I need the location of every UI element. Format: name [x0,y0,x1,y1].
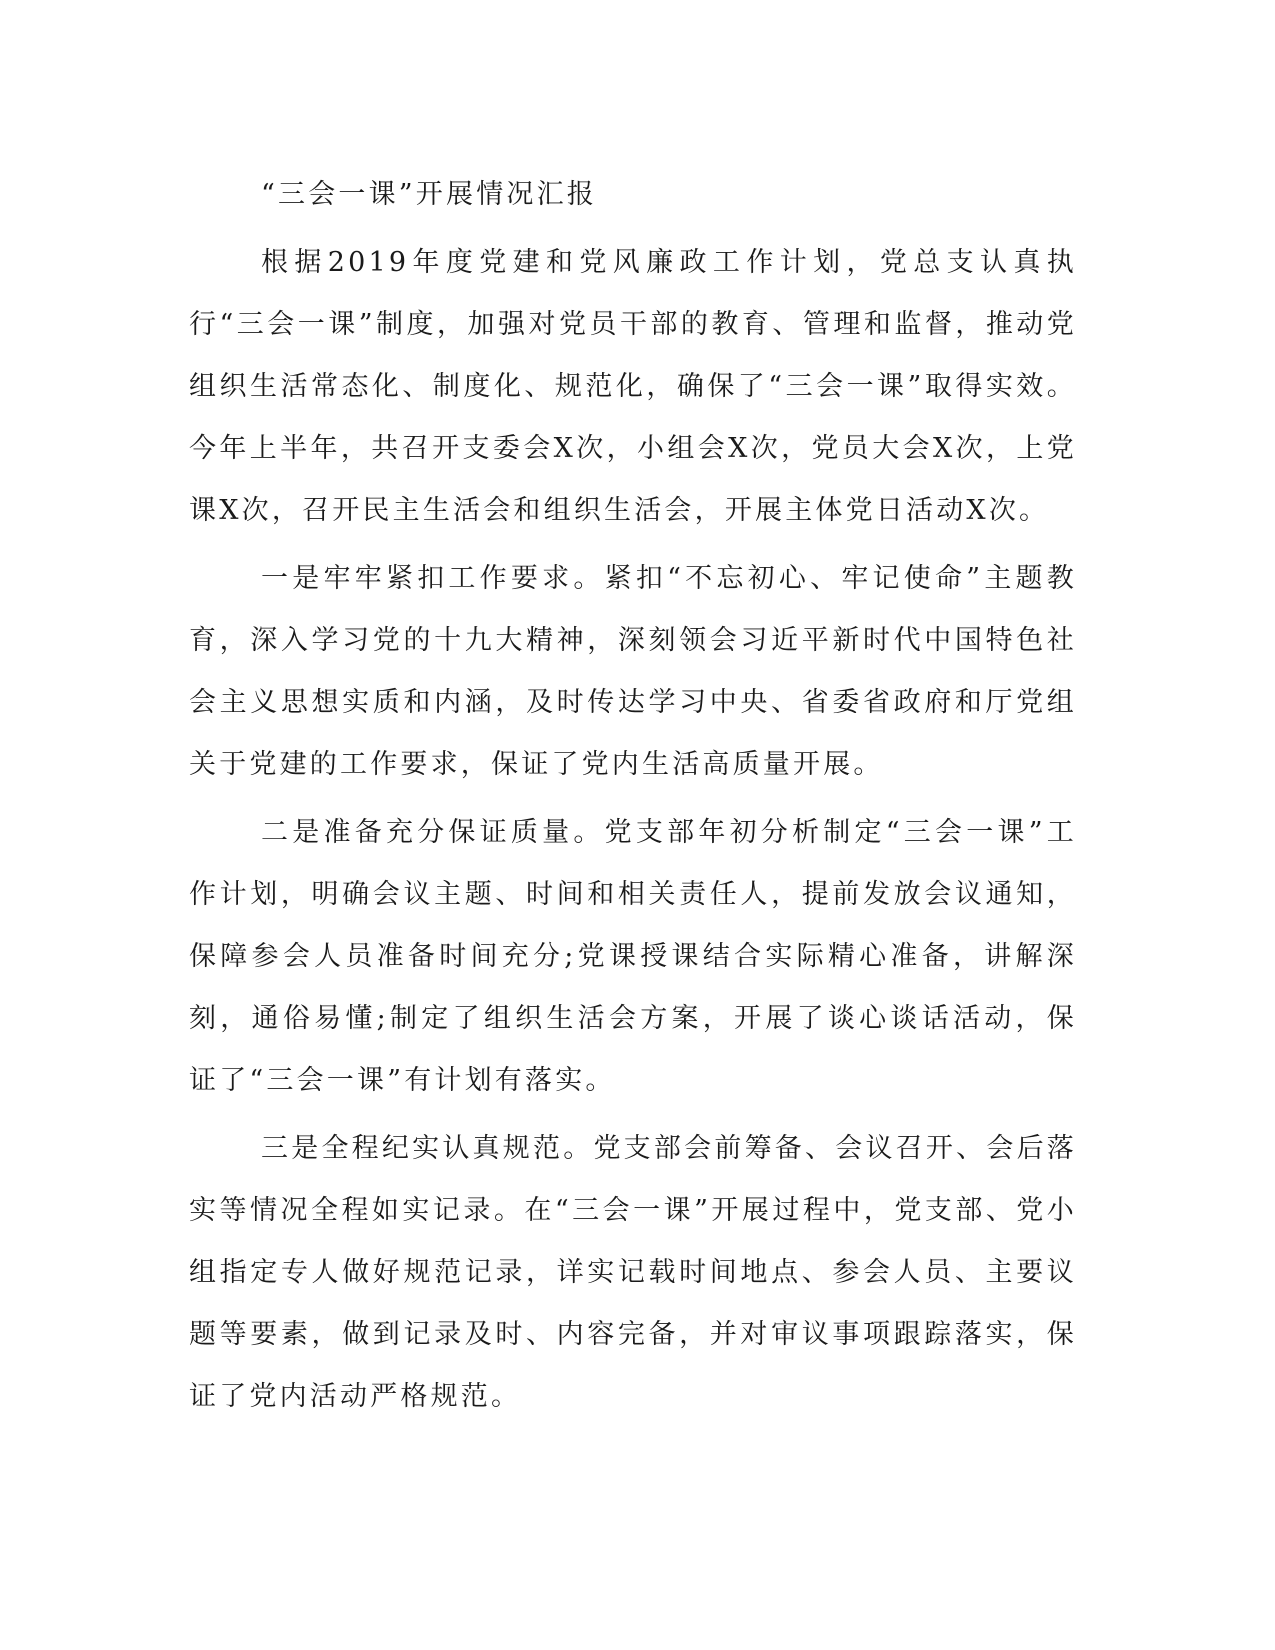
paragraph-preparation: 二是准备充分保证质量。党支部年初分析制定“三会一课”工作计划，明确会议主题、时间和相关责任人，提前发放会议通知，保障参会人员准备时间充分;党课授课结合实际精心准备，讲解深刻，通俗易懂;制定了组织生活会方案，开展了谈心谈话活动，保证了“三会一课”有计划有落实。 [189,817,1077,1096]
paragraph-intro: 根据2019年度党建和党风廉政工作计划，党总支认真执行“三会一课”制度，加强对党员干部的教育、管理和监督，推动党组织生活常态化、制度化、规范化，确保了“三会一课”取得实效。今年上半年，共召开支委会X次，小组会X次，党员大会X次，上党课X次，召开民主生活会和组织生活会，开展主体党日活动X次。 [189,247,1077,526]
document-title: “三会一课”开展情况汇报 [261,179,598,210]
paragraph-records: 三是全程纪实认真规范。党支部会前筹备、会议召开、会后落实等情况全程如实记录。在“三会一课”开展过程中，党支部、党小组指定专人做好规范记录，详实记载时间地点、参会人员、主要议题等要素，做到记录及时、内容完备，并对审议事项跟踪落实，保证了党内活动严格规范。 [189,1133,1077,1412]
paragraph-requirements: 一是牢牢紧扣工作要求。紧扣“不忘初心、牢记使命”主题教育，深入学习党的十九大精神，深刻领会习近平新时代中国特色社会主义思想实质和内涵，及时传达学习中央、省委省政府和厅党组关于党建的工作要求，保证了党内生活高质量开展。 [189,563,1077,780]
document-body [189,164,1077,1434]
